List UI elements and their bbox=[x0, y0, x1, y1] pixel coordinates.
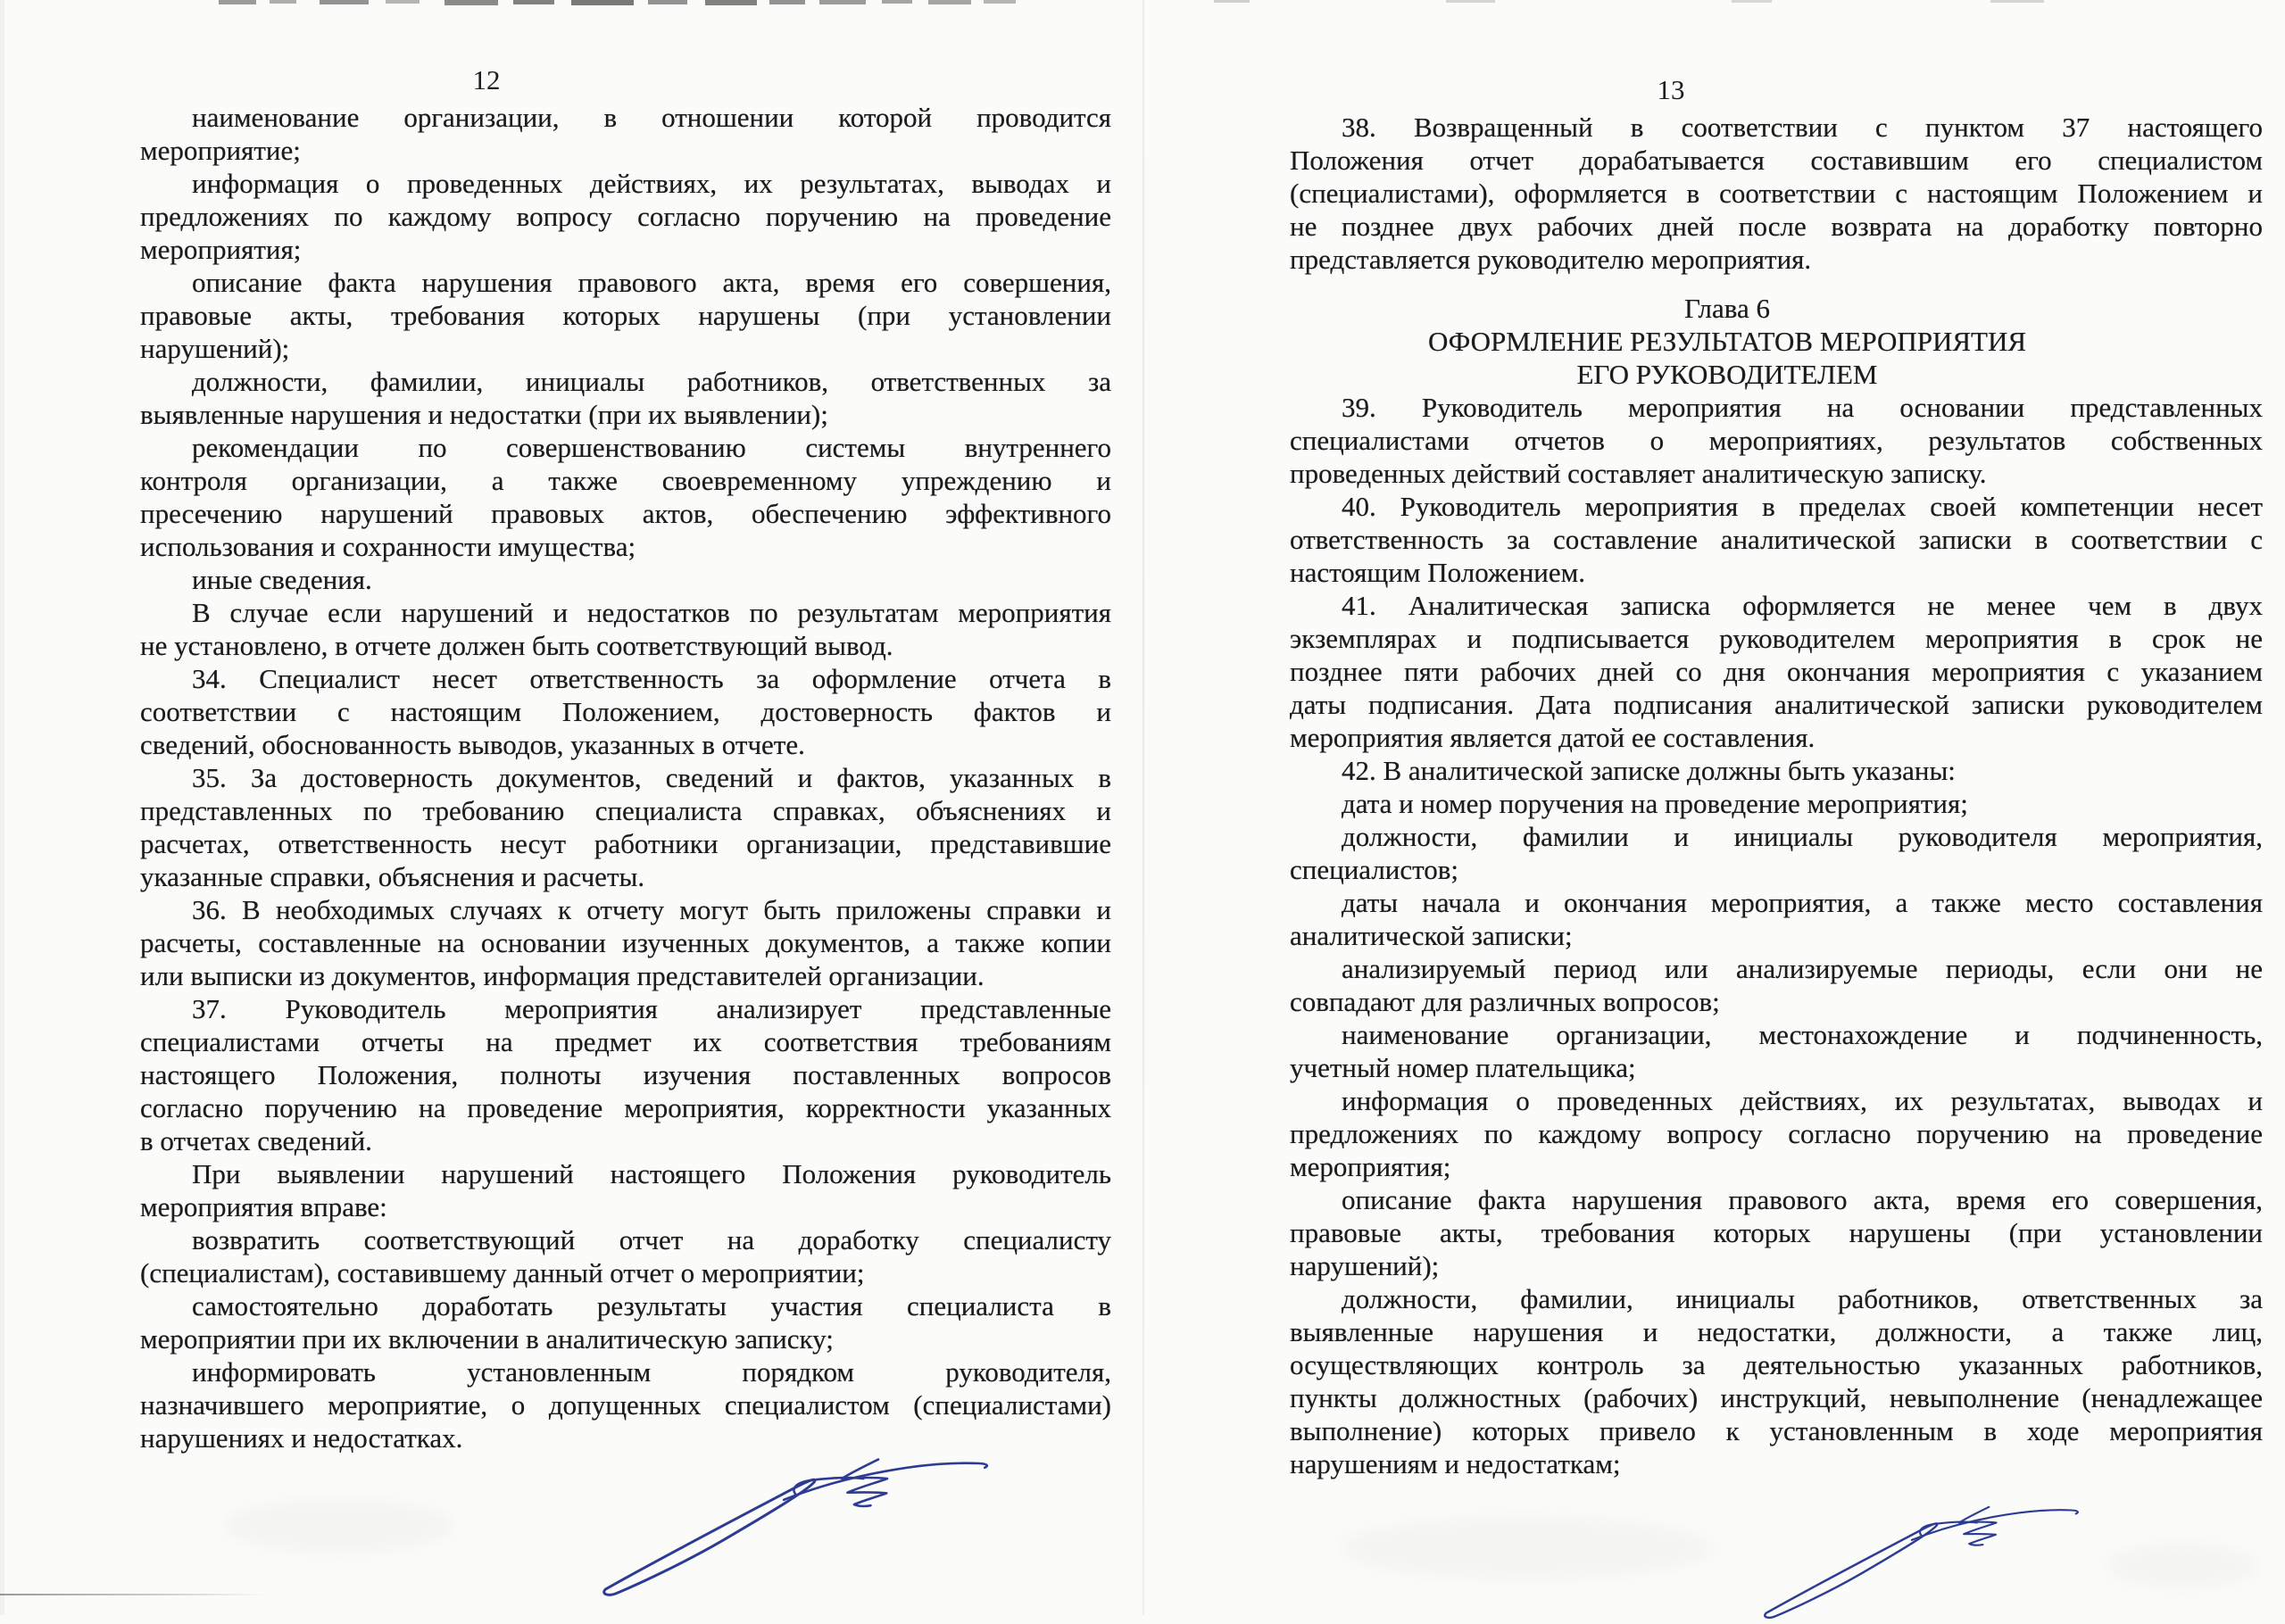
text-line: должности, фамилии, инициалы работников, ответственных за bbox=[1342, 1283, 2263, 1314]
text-line: 42. В аналитической записке должны быть указаны: bbox=[1342, 755, 1956, 786]
text-line: специалистами отчетов о мероприятиях, результатов собственных bbox=[1290, 425, 2263, 456]
text-line: 37. Руководитель мероприятия анализирует представленные bbox=[192, 993, 1111, 1024]
text-line: информация о проведенных действиях, их результатах, выводах и bbox=[1342, 1085, 2263, 1116]
text-line: информация о проведенных действиях, их результатах, выводах и bbox=[192, 168, 1111, 199]
text-line: ответственность за составление аналитической записки в соответствии с bbox=[1290, 524, 2263, 555]
text-line: нарушений); bbox=[140, 333, 290, 364]
paragraph-gap bbox=[1290, 276, 2263, 292]
text-line: описание факта нарушения правового акта, время его совершения, bbox=[192, 267, 1111, 298]
text-line: согласно поручению на проведение мероприятия, корректности указанных bbox=[140, 1092, 1111, 1123]
text-line: наименование организации, в отношении которой проводится bbox=[192, 102, 1111, 133]
text-line: (специалистам), составившему данный отчет о мероприятии; bbox=[140, 1257, 865, 1288]
text-line: выявленные нарушения и недостатки (при их выявлении); bbox=[140, 399, 828, 430]
text-line: не установлено, в отчете должен быть соответствующий вывод. bbox=[140, 630, 893, 661]
page-13-text bbox=[1290, 111, 2263, 1480]
text-line: учетный номер плательщика; bbox=[1290, 1052, 1636, 1083]
text-line: мероприятие; bbox=[140, 135, 301, 166]
page-number: 12 bbox=[472, 64, 501, 95]
text-line: расчеты, составленные на основании изученных документов, а также копии bbox=[140, 927, 1111, 958]
text-line: предложениях по каждому вопросу согласно поручению на проведение bbox=[140, 201, 1111, 232]
text-line: позднее пяти рабочих дней со дня окончания мероприятия с указанием bbox=[1290, 656, 2263, 687]
text-line: пресечению нарушений правовых актов, обеспечению эффективного bbox=[140, 498, 1111, 529]
text-line: 34. Специалист несет ответственность за оформление отчета в bbox=[192, 663, 1111, 694]
text-line: указанные справки, объяснения и расчеты. bbox=[140, 861, 645, 892]
text-line: нарушениям и недостаткам; bbox=[1290, 1448, 1621, 1479]
document-page-12 bbox=[0, 0, 1142, 1615]
text-line: контроля организации, а также своевременному упреждению и bbox=[140, 465, 1111, 496]
text-line: аналитической записки; bbox=[1290, 920, 1573, 951]
text-line: назначившего мероприятие, о допущенных специалистом (специалистами) bbox=[140, 1389, 1111, 1421]
text-line: анализируемый период или анализируемые периоды, если они не bbox=[1342, 953, 2263, 984]
page-12-text bbox=[140, 101, 1111, 1454]
text-line: должности, фамилии, инициалы работников, ответственных за bbox=[192, 366, 1111, 397]
text-line: В случае если нарушений и недостатков по результатам мероприятия bbox=[192, 597, 1111, 628]
text-line: выявленные нарушения и недостатки, должности, а также лиц, bbox=[1290, 1316, 2263, 1347]
text-line: Положения отчет дорабатывается составившим его специалистом bbox=[1290, 145, 2263, 176]
text-line: представленных по требованию специалиста справках, объяснениях и bbox=[140, 795, 1111, 826]
text-line: сведений, обоснованность выводов, указанных в отчете. bbox=[140, 729, 805, 760]
text-line: 41. Аналитическая записка оформляется не менее чем в двух bbox=[1342, 590, 2263, 621]
text-line: 40. Руководитель мероприятия в пределах своей компетенции несет bbox=[1342, 491, 2263, 522]
text-line: наименование организации, местонахождение и подчиненность, bbox=[1342, 1019, 2263, 1050]
text-line: специалистов; bbox=[1290, 854, 1459, 885]
text-line: информировать установленным порядком руководителя, bbox=[192, 1356, 1111, 1388]
heading-line: Глава 6 bbox=[1683, 293, 1771, 324]
text-line: совпадают для различных вопросов; bbox=[1290, 986, 1720, 1017]
text-line: даты начала и окончания мероприятия, а также место составления bbox=[1342, 887, 2263, 918]
heading-line: ОФОРМЛЕНИЕ РЕЗУЛЬТАТОВ МЕРОПРИЯТИЯ bbox=[1427, 326, 2027, 357]
text-line: мероприятия является датой ее составления. bbox=[1290, 722, 1816, 753]
text-line: проведенных действий составляет аналитическую записку. bbox=[1290, 458, 1987, 489]
text-line: настоящего Положения, полноты изучения поставленных вопросов bbox=[140, 1059, 1111, 1090]
text-line: мероприятия; bbox=[140, 234, 302, 265]
text-line: должности, фамилии и инициалы руководителя мероприятия, bbox=[1342, 821, 2263, 852]
text-line: При выявлении нарушений настоящего Положения руководитель bbox=[192, 1158, 1111, 1189]
text-line: возвратить соответствующий отчет на доработку специалисту bbox=[192, 1224, 1111, 1255]
text-line: правовые акты, требования которых нарушены (при установлении bbox=[140, 300, 1111, 331]
text-line: расчетах, ответственность несут работники организации, представившие bbox=[140, 828, 1111, 859]
text-line: 36. В необходимых случаях к отчету могут быть приложены справки и bbox=[192, 894, 1111, 925]
text-line: дата и номер поручения на проведение мероприятия; bbox=[1342, 788, 1968, 819]
text-line: осуществляющих контроль за деятельностью указанных работников, bbox=[1290, 1349, 2263, 1380]
text-line: выполнение) которых привело к установленным в ходе мероприятия bbox=[1290, 1415, 2263, 1446]
text-line: в отчетах сведений. bbox=[140, 1125, 372, 1156]
document-page-13 bbox=[1143, 0, 2285, 1615]
text-line: специалистами отчеты на предмет их соответствия требованиям bbox=[140, 1026, 1111, 1057]
text-line: 39. Руководитель мероприятия на основании представленных bbox=[1342, 392, 2263, 423]
text-line: самостоятельно доработать результаты участия специалиста в bbox=[192, 1290, 1111, 1322]
text-line: иные сведения. bbox=[192, 564, 372, 595]
text-line: настоящим Положением. bbox=[1290, 557, 1585, 588]
text-line: мероприятии при их включении в аналитическую записку; bbox=[140, 1323, 834, 1355]
text-line: мероприятия вправе: bbox=[140, 1191, 387, 1222]
text-line: соответствии с настоящим Положением, достоверность фактов и bbox=[140, 696, 1111, 727]
text-line: даты подписания. Дата подписания аналитической записки руководителем bbox=[1290, 689, 2263, 720]
text-line: использования и сохранности имущества; bbox=[140, 531, 636, 562]
text-line: мероприятия; bbox=[1290, 1151, 1451, 1182]
text-line: описание факта нарушения правового акта, время его совершения, bbox=[1342, 1184, 2263, 1215]
signature-ink bbox=[1748, 1472, 2098, 1624]
text-line: пункты должностных (рабочих) инструкций, невыполнение (ненадлежащее bbox=[1290, 1382, 2263, 1413]
text-line: 35. За достоверность документов, сведений и фактов, указанных в bbox=[192, 762, 1111, 793]
text-line: 38. Возвращенный в соответствии с пунктом 37 настоящего bbox=[1342, 112, 2263, 143]
text-line: рекомендации по совершенствованию системы внутреннего bbox=[192, 432, 1111, 463]
text-line: не позднее двух рабочих дней после возврата на доработку повторно bbox=[1290, 211, 2263, 242]
text-line: (специалистами), оформляется в соответствии с настоящим Положением и bbox=[1290, 178, 2263, 209]
page-number: 13 bbox=[1657, 74, 1685, 105]
text-line: нарушений); bbox=[1290, 1250, 1440, 1281]
text-line: правовые акты, требования которых нарушены (при установлении bbox=[1290, 1217, 2263, 1248]
text-line: или выписки из документов, информация представителей организации. bbox=[140, 960, 985, 991]
text-line: представляется руководителю мероприятия. bbox=[1290, 244, 1812, 275]
text-line: нарушениях и недостатках. bbox=[140, 1422, 463, 1454]
heading-line: ЕГО РУКОВОДИТЕЛЕМ bbox=[1576, 359, 1878, 390]
text-line: предложениях по каждому вопросу согласно поручению на проведение bbox=[1290, 1118, 2263, 1149]
text-line: экземплярах и подписывается руководителем мероприятия в срок не bbox=[1290, 623, 2263, 654]
